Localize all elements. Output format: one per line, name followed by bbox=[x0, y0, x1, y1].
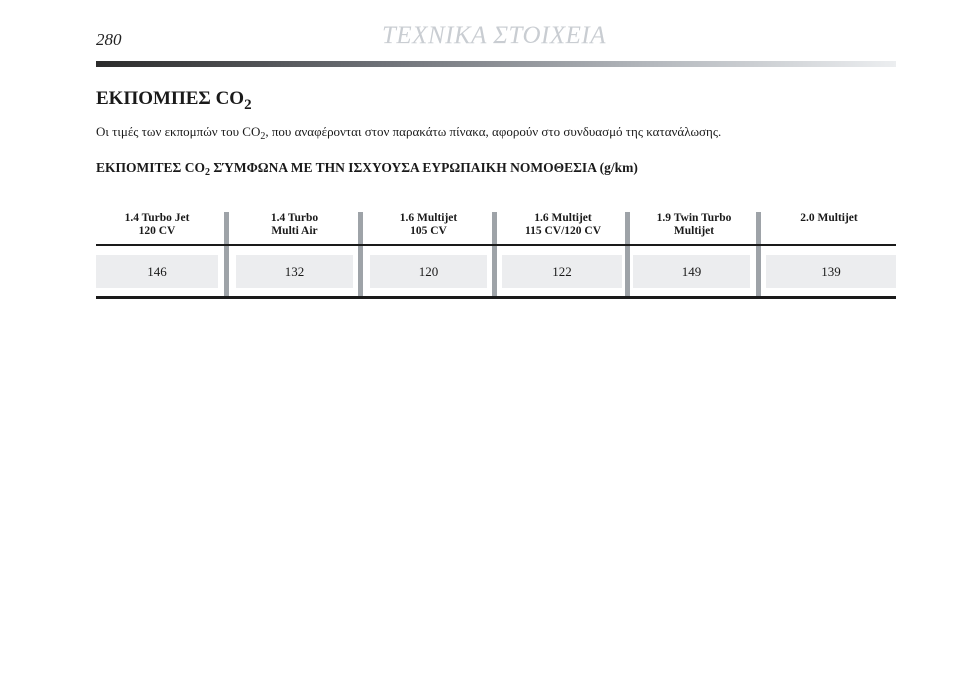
column-separator bbox=[756, 212, 761, 296]
header-rule bbox=[96, 61, 896, 67]
column-header: 1.9 Twin Turbo Multijet bbox=[656, 212, 732, 237]
column-header: 1.6 Multijet 105 CV bbox=[399, 212, 458, 237]
table-cell: 146 bbox=[96, 255, 218, 288]
column-header: 1.6 Multijet 115 CV/120 CV bbox=[524, 212, 602, 237]
column-header: 1.4 Turbo Multi Air bbox=[270, 212, 319, 237]
column-separator bbox=[224, 212, 229, 296]
table-bottom-rule bbox=[96, 296, 896, 299]
column-separator bbox=[625, 212, 630, 296]
column-header: 1.4 Turbo Jet 120 CV bbox=[124, 212, 190, 237]
column-separator bbox=[492, 212, 497, 296]
section-title: ΕΚΠΟΜΠΕΣ $CO_2$ bbox=[96, 88, 252, 113]
chapter-title: ΤΕΧΝΙΚΑ ΣΤΟΙΧΕΙΑ bbox=[382, 22, 607, 49]
header-divider bbox=[96, 244, 896, 246]
table-cell: 120 bbox=[370, 255, 487, 288]
table-cell: 132 bbox=[236, 255, 353, 288]
table-title: ΕΚΠΟΜΙΤΕΣ $CO_2$ ΣΎΜΦΩΝΑ ΜΕ ΤΗΝ ΙΣΧΥΟΥΣΑ ΕΥΡΩΠΑΙΚΗ ΝΟΜΟΘΕΣΙΑ (g/km) bbox=[96, 160, 638, 178]
emissions-table bbox=[96, 212, 896, 300]
page-number: 280 bbox=[96, 30, 122, 49]
table-cell: 139 bbox=[766, 255, 896, 288]
intro-text: Οι τιμές των εκπομπών του $CO_2$, που αναφέρονται στον παρακάτω πίνακα, αφορούν στο συνδυασμό της κατανάλωσης. bbox=[96, 124, 722, 142]
column-separator bbox=[358, 212, 363, 296]
table-cell: 122 bbox=[502, 255, 622, 288]
column-header: 2.0 Multijet bbox=[800, 212, 858, 224]
table-cell: 149 bbox=[633, 255, 750, 288]
